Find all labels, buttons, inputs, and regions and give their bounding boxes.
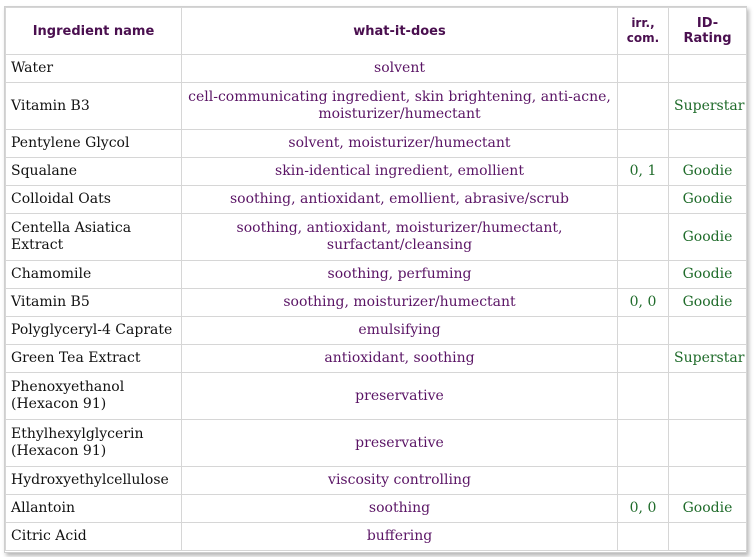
what-it-does-cell: soothing, antioxidant, moisturizer/humectant, surfactant/cleansing (182, 214, 618, 261)
ingredient-name-cell: Phenoxyethanol (Hexacon 91) (6, 373, 182, 420)
what-it-does-cell: preservative (182, 420, 618, 467)
irr-com-cell (618, 261, 669, 289)
irr-com-cell: 0, 1 (618, 158, 669, 186)
table-row (6, 186, 747, 214)
id-rating-cell: Goodie (669, 186, 747, 214)
id-rating-cell: Superstar (669, 345, 747, 373)
irr-com-cell (618, 345, 669, 373)
what-it-does-cell: viscosity controlling (182, 467, 618, 495)
irr-com-cell (618, 55, 669, 83)
ingredient-name-cell: Vitamin B3 (6, 83, 182, 130)
header-what-it-does: what-it-does (182, 8, 618, 55)
table-row (6, 467, 747, 495)
table-row (6, 55, 747, 83)
id-rating-cell: Goodie (669, 214, 747, 261)
id-rating-cell: Superstar (669, 83, 747, 130)
id-rating-cell: Goodie (669, 289, 747, 317)
ingredient-name-cell: Water (6, 55, 182, 83)
irr-com-cell (618, 373, 669, 420)
table-row (6, 495, 747, 523)
ingredient-name-cell: Hydroxyethylcellulose (6, 467, 182, 495)
ingredient-name-cell: Chamomile (6, 261, 182, 289)
table-row (6, 130, 747, 158)
id-rating-cell (669, 523, 747, 551)
irr-com-cell (618, 130, 669, 158)
ingredient-name-cell: Polyglyceryl-4 Caprate (6, 317, 182, 345)
id-rating-cell (669, 467, 747, 495)
irr-com-cell (618, 467, 669, 495)
ingredient-name-cell: Pentylene Glycol (6, 130, 182, 158)
ingredient-name-cell: Green Tea Extract (6, 345, 182, 373)
irr-com-cell (618, 317, 669, 345)
table-row (6, 289, 747, 317)
irr-com-cell (618, 523, 669, 551)
table-row (6, 345, 747, 373)
ingredient-name-cell: Centella Asiatica Extract (6, 214, 182, 261)
what-it-does-cell: preservative (182, 373, 618, 420)
irr-com-cell (618, 83, 669, 130)
irr-com-cell (618, 214, 669, 261)
what-it-does-cell: soothing, antioxidant, emollient, abrasive/scrub (182, 186, 618, 214)
header-id-rating: ID-Rating (669, 8, 747, 55)
id-rating-cell: Goodie (669, 158, 747, 186)
table-row (6, 373, 747, 420)
irr-com-cell: 0, 0 (618, 289, 669, 317)
id-rating-cell (669, 130, 747, 158)
id-rating-cell: Goodie (669, 261, 747, 289)
ingredient-name-cell: Colloidal Oats (6, 186, 182, 214)
id-rating-cell (669, 373, 747, 420)
id-rating-cell: Goodie (669, 495, 747, 523)
table-row (6, 261, 747, 289)
what-it-does-cell: solvent, moisturizer/humectant (182, 130, 618, 158)
what-it-does-cell: solvent (182, 55, 618, 83)
irr-com-cell (618, 420, 669, 467)
ingredient-table (5, 7, 747, 551)
ingredient-name-cell: Citric Acid (6, 523, 182, 551)
irr-com-cell: 0, 0 (618, 495, 669, 523)
ingredient-name-cell: Allantoin (6, 495, 182, 523)
what-it-does-cell: soothing, perfuming (182, 261, 618, 289)
header-irr-com: irr., com. (618, 8, 669, 55)
table-row (6, 214, 747, 261)
ingredient-name-cell: Squalane (6, 158, 182, 186)
what-it-does-cell: soothing (182, 495, 618, 523)
table-row (6, 158, 747, 186)
what-it-does-cell: antioxidant, soothing (182, 345, 618, 373)
id-rating-cell (669, 420, 747, 467)
table-row (6, 83, 747, 130)
irr-com-cell (618, 186, 669, 214)
id-rating-cell (669, 317, 747, 345)
what-it-does-cell: cell-communicating ingredient, skin brightening, anti-acne, moisturizer/humectant (182, 83, 618, 130)
id-rating-cell (669, 55, 747, 83)
table-row (6, 523, 747, 551)
ingredient-table-frame (4, 6, 747, 553)
ingredient-name-cell: Ethylhexylglycerin (Hexacon 91) (6, 420, 182, 467)
what-it-does-cell: buffering (182, 523, 618, 551)
what-it-does-cell: soothing, moisturizer/humectant (182, 289, 618, 317)
ingredient-name-cell: Vitamin B5 (6, 289, 182, 317)
table-row (6, 317, 747, 345)
table-row (6, 420, 747, 467)
what-it-does-cell: skin-identical ingredient, emollient (182, 158, 618, 186)
what-it-does-cell: emulsifying (182, 317, 618, 345)
header-row (6, 8, 747, 55)
header-ingredient-name: Ingredient name (6, 8, 182, 55)
